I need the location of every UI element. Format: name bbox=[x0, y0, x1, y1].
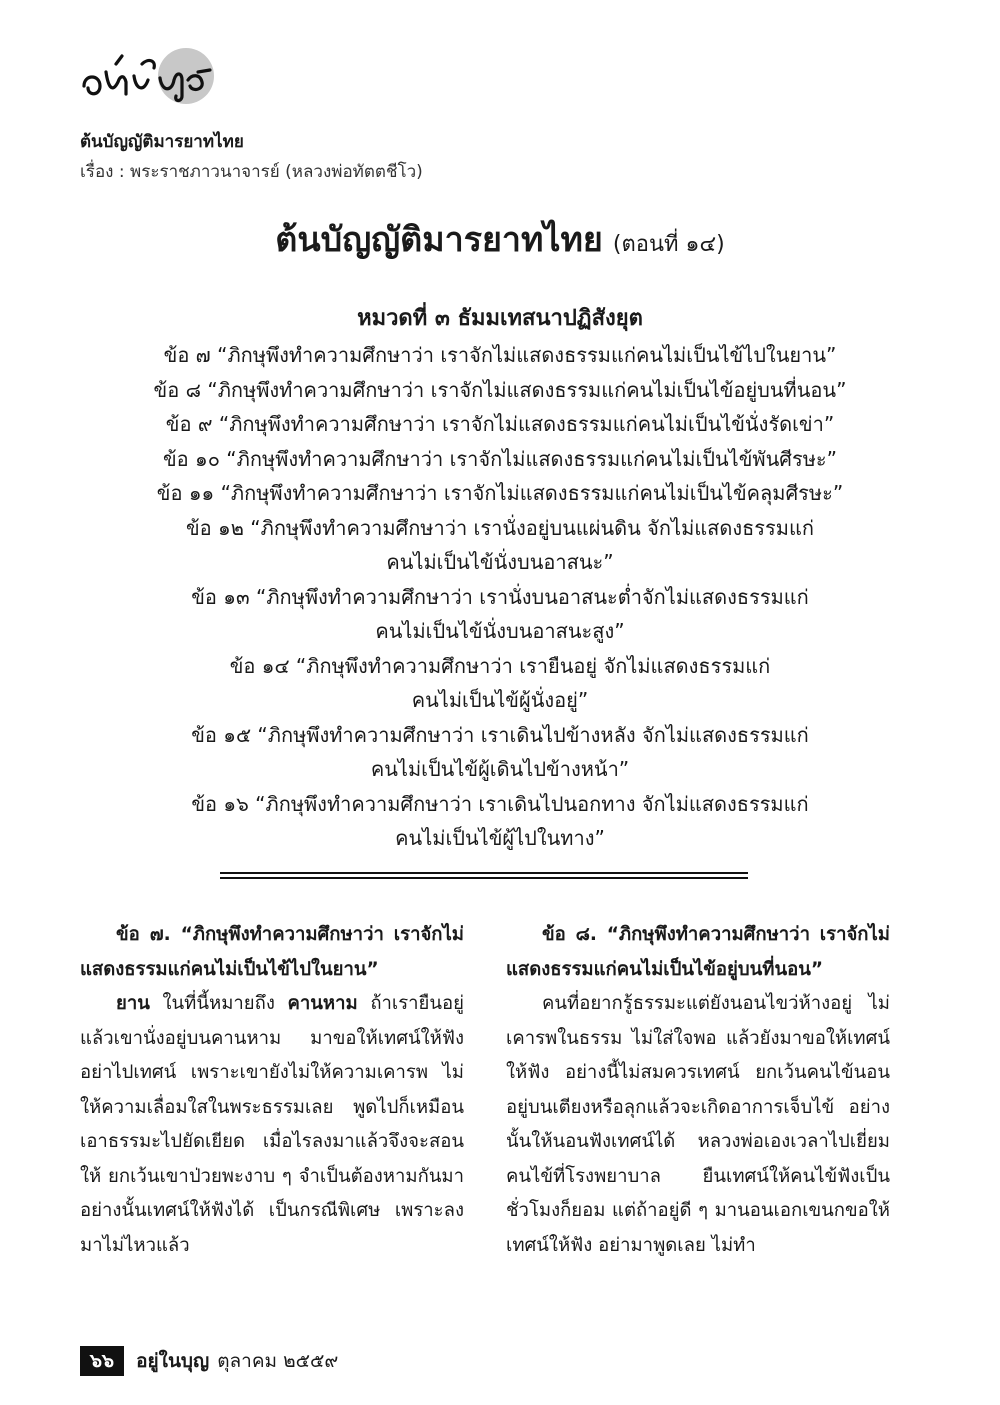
title-part: (ตอนที่ ๑๔) bbox=[612, 232, 725, 257]
byline: เรื่อง : พระราชภาวนาจารย์ (หลวงพ่อทัตตชีโว) bbox=[80, 162, 423, 182]
rule-line: ข้อ ๗ “ภิกษุพึงทำความศึกษาว่า เราจักไม่แสดงธรรมแก่คนไม่เป็นไข้ไปในยาน” bbox=[163, 343, 837, 367]
left-column-heading: ข้อ ๗. “ภิกษุพึงทำความศึกษาว่า เราจักไม่แสดงธรรมแก่คนไม่เป็นไข้ไปในยาน” bbox=[80, 924, 464, 980]
rule-line: คนไม่เป็นไข้นั่งบนอาสนะ” bbox=[386, 550, 614, 574]
magazine-name: อยู่ในบุญ bbox=[136, 1350, 210, 1372]
body-text: ถ้าเรายืนอยู่แล้วเขานั่งอยู่บนคานหาม มาขอให้เทศน์ให้ฟัง อย่าไปเทศน์ เพราะเขายังไม่ให้ความเคารพ ไม่ให้ความเลื่อมใสในพระธรรมเลย พูดไปก็เหมือนเอาธรรมะไปยัดเยียด เมื่อไรลงมาแล้วจึงจะสอนให้ ยกเว้นเขาป่วยพะงาบ ๆ จำเป็นต้องหามกันมา อย่างนั้นเทศน์ให้ฟังได้ เป็นกรณีพิเศษ เพราะลงมาไม่ไหวแล้ว bbox=[80, 993, 464, 1256]
rule-line: ข้อ ๑๒ “ภิกษุพึงทำความศึกษาว่า เรานั่งอยู่บนแผ่นดิน จักไม่แสดงธรรมแก่ bbox=[186, 515, 814, 540]
rule-line: ข้อ ๑๑ “ภิกษุพึงทำความศึกษาว่า เราจักไม่แสดงธรรมแก่คนไม่เป็นไข้คลุมศีรษะ” bbox=[156, 481, 844, 505]
right-column-body: คนที่อยากรู้ธรรมะแต่ยังนอนไขว่ห้างอยู่ ไม่เคารพในธรรม ไม่ใส่ใจพอ แล้วยังมาขอให้เทศน์ให้ฟัง อย่างนี้ไม่สมควรเทศน์ ยกเว้นคนไข้นอนอยู่บนเตียงหรือลุกแล้วจะเกิดอาการเจ็บไข้ อย่างนั้นให้นอนฟังเทศน์ได้ หลวงพ่อเองเวลาไปเยี่ยมคนไข้ที่โรงพยาบาล ยืนเทศน์ให้คนไข้ฟังเป็นชั่วโมงก็ยอม แต่ถ้าอยู่ดี ๆ มานอนเอกเขนกขอให้เทศน์ให้ฟัง อย่ามาพูดเลย ไม่ทำ bbox=[506, 993, 890, 1256]
rule-line: ข้อ ๑๖ “ภิกษุพึงทำความศึกษาว่า เราเดินไปนอกทาง จักไม่แสดงธรรมแก่ bbox=[191, 791, 809, 816]
chapter-heading: หมวดที่ ๓ ธัมมเทสนาปฏิสังยุต bbox=[357, 306, 643, 331]
right-column bbox=[506, 918, 890, 1263]
rule-line: คนไม่เป็นไข้ผู้เดินไปข้างหน้า” bbox=[370, 757, 630, 781]
left-column-body bbox=[80, 987, 464, 1263]
term-yan: ยาน bbox=[116, 993, 150, 1014]
rule-line: คนไม่เป็นไข้ผู้ไปในทาง” bbox=[395, 826, 605, 850]
page-number: ๖๖ bbox=[80, 1346, 124, 1376]
magazine-logo bbox=[78, 46, 218, 106]
page-footer bbox=[80, 1345, 338, 1377]
rules-list bbox=[80, 338, 920, 856]
rule-line: คนไม่เป็นไข้ผู้นั่งอยู่” bbox=[411, 688, 589, 712]
rule-line: ข้อ ๑๕ “ภิกษุพึงทำความศึกษาว่า เราเดินไปข้างหลัง จักไม่แสดงธรรมแก่ bbox=[191, 722, 809, 747]
body-text: ในที่นี้หมายถึง bbox=[149, 993, 288, 1014]
rule-line: คนไม่เป็นไข้นั่งบนอาสนะสูง” bbox=[375, 619, 625, 643]
issue-date: ตุลาคม ๒๕๕๙ bbox=[217, 1350, 339, 1372]
rule-line: ข้อ ๘ “ภิกษุพึงทำความศึกษาว่า เราจักไม่แสดงธรรมแก่คนไม่เป็นไข้อยู่บนที่นอน” bbox=[153, 377, 847, 402]
article-title bbox=[0, 212, 1000, 266]
rule-line: ข้อ ๙ “ภิกษุพึงทำความศึกษาว่า เราจักไม่แสดงธรรมแก่คนไม่เป็นไข้นั่งรัดเข่า” bbox=[165, 412, 835, 436]
section-divider bbox=[220, 872, 748, 879]
section-title: ต้นบัญญัติมารยาทไทย bbox=[80, 132, 244, 152]
title-text: ต้นบัญญัติมารยาทไทย bbox=[275, 220, 603, 260]
rule-line: ข้อ ๑๐ “ภิกษุพึงทำความศึกษาว่า เราจักไม่แสดงธรรมแก่คนไม่เป็นไข้พันศีรษะ” bbox=[163, 446, 837, 471]
right-column-heading: ข้อ ๘. “ภิกษุพึงทำความศึกษาว่า เราจักไม่แสดงธรรมแก่คนไม่เป็นไข้อยู่บนที่นอน” bbox=[506, 924, 890, 980]
rule-line: ข้อ ๑๔ “ภิกษุพึงทำความศึกษาว่า เรายืนอยู่ จักไม่แสดงธรรมแก่ bbox=[229, 653, 771, 678]
left-column bbox=[80, 918, 464, 1263]
rule-line: ข้อ ๑๓ “ภิกษุพึงทำความศึกษาว่า เรานั่งบนอาสนะต่ำจักไม่แสดงธรรมแก่ bbox=[191, 584, 809, 609]
term-khanham: คานหาม bbox=[287, 993, 358, 1014]
